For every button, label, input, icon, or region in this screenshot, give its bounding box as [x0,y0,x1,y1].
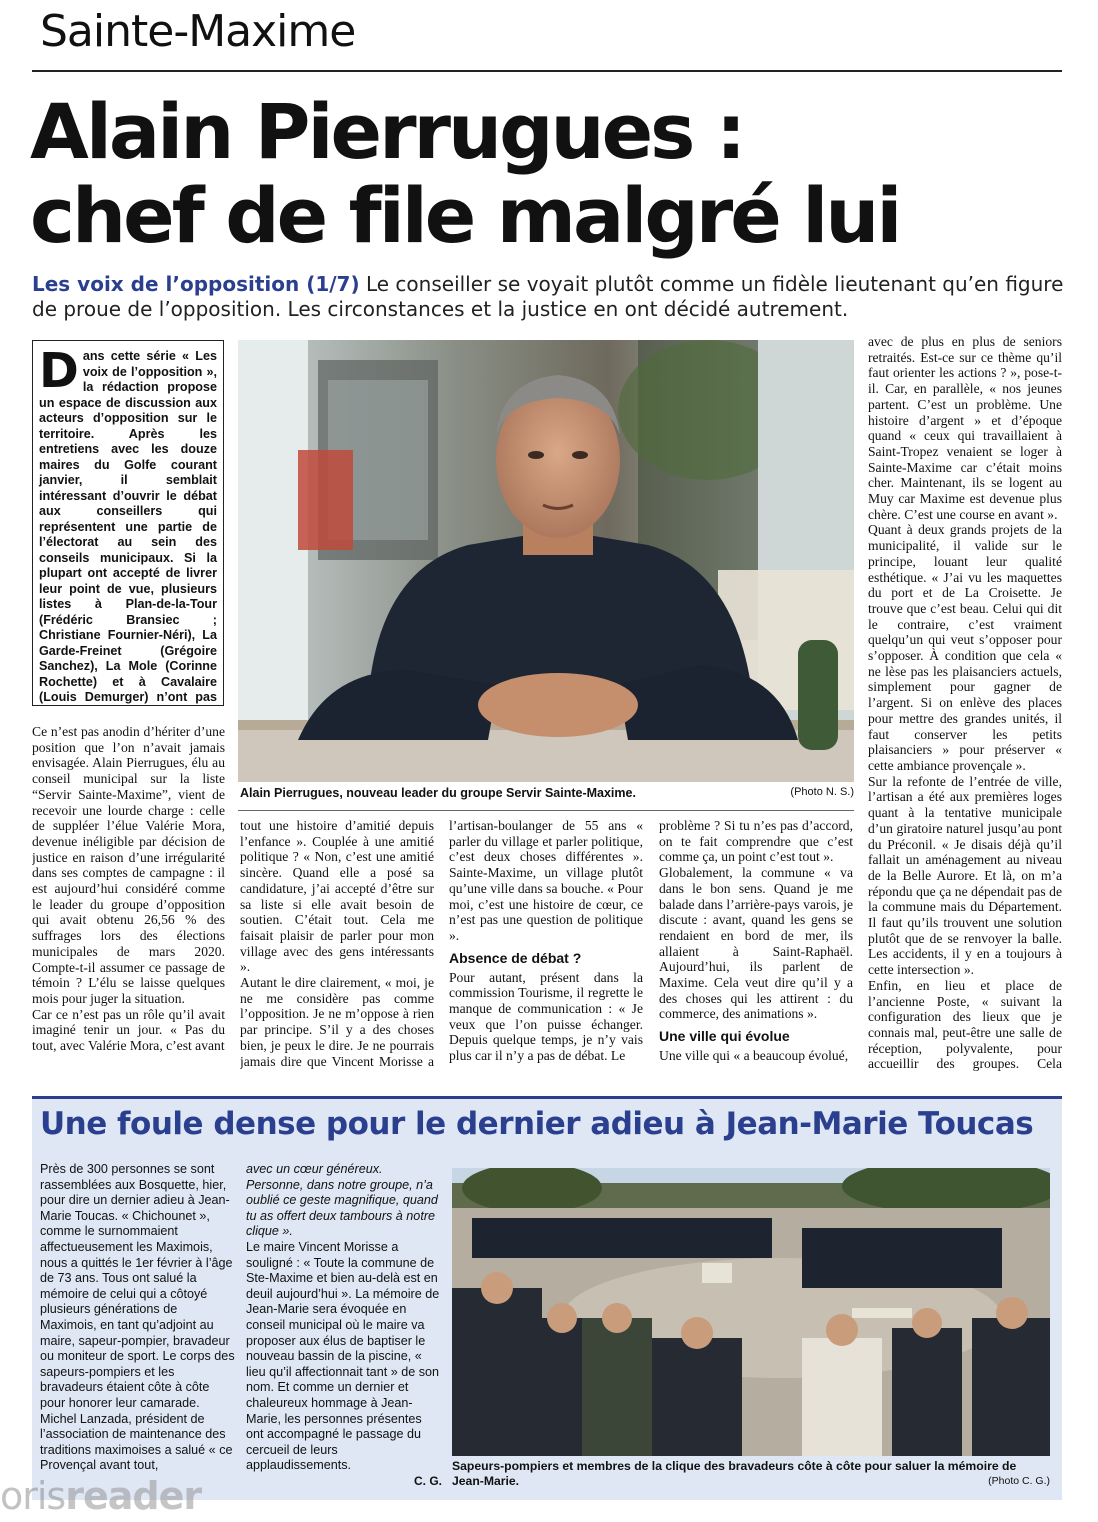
funeral-column-2 [246,1162,442,1492]
paragraph: avec un cœur généreux. Personne, dans notre groupe, n’a oublié ce geste magnifique, quand tu as offert deux tambours à notre clique ». [246,1162,438,1239]
headline-line-2: chef de file malgré lui [30,171,900,260]
article-column-4 [659,818,853,1070]
headline [30,87,1070,260]
watermark-part-2: reader [65,1474,202,1518]
paragraph: Ce n’est pas anodin d’hériter d’une position que l’on n’avait jamais envisagée. Alain Pierrugues, élu au conseil municipal sur la liste “Servir Sainte-Maxime”, vient de recevoir une lourde charge : celle de suppléer l’élue Valérie Mora, devenue inéligible par décision de justice en raison d’une irrégularité dans ses comptes de campagne : il est aujourd’hui considéré comme le leader du groupe d’opposition qui avait obtenu 26,56 % des suffrages lors des élections municipales de mars 2020. Compte-t-il assumer ce passage de témoin ? L’élu se laisse quelques mois pour juger la situation. [32,724,225,1006]
portrait-caption-text: Alain Pierrugues, nouveau leader du groupe Servir Sainte-Maxime. [240,786,636,800]
paragraph: Enfin, en lieu et place de l’ancienne Poste, « suivant la configuration des lieux que je connais mal, peut-être une salle de réception, polyvalente, pour accueillir des groupes. Cela [868,977,1062,1072]
paragraph: l’artisan-boulanger de 55 ans « parler du village et parler politique, c’est deux choses différentes ». Sainte-Maxime, un village plutôt qu’une ville dans sa bouche. « Pour moi, c’est une histoire de cœur, ce n’est pas une question de politique ». [449,818,643,943]
dropcap: D [39,343,79,399]
caption-rule [238,810,854,811]
ceremony-caption [452,1459,1050,1489]
article-column-5 [868,334,1062,1072]
standfirst [32,272,1072,322]
ceremony-caption-text: Sapeurs-pompiers et membres de la clique des bravadeurs côte à côte pour saluer la mémoire de Jean-Marie. [452,1459,1017,1488]
article-column-2 [240,818,434,1070]
paragraph: tout une histoire d’amitié depuis l’enfance ». Couplée à une amitié politique ? « Non, c’est une amitié sincère. Quand elle a posé sa candidature, j’ai accepté d’être sur sa liste si elle avait besoin de soutien. C’était tout. Cela me faisait plaisir de parler pour mon village avec des gens intéressants ». [240,818,434,975]
paragraph: Pour autant, présent dans la commission Tourisme, il regrette le manque de communication : « Je veux que l’on puisse échanger. Depuis quelque temps, je n’y vais plus car il n’y a pas de débat. Le [449,969,643,1064]
intro-text: ans cette série « Les voix de l’opposition », la rédaction propose un espace de discussion aux acteurs d’opposition sur le territoire. Après les entretiens avec les douze maires du Golfe courant janvier, il semblait intéressant d’ouvrir le débat aux conseillers qui représentent une partie de l’électorat au sein des conseils municipaux. Si la plupart ont accepté de livrer leur point de vue, plusieurs listes à Plan-de-la-Tour (Frédéric Bransiec ; Christiane Fournier-Néri), La Garde-Freinet (Grégoire Sanchez), La Mole (Corinne Rochette) et à Cavalaire (Louis Demurger) n’ont pas [39,349,217,704]
headline-line-1: Alain Pierrugues : [30,87,744,176]
subhead-absence-debat: Absence de débat ? [449,949,582,966]
paragraph: Autant le dire clairement, « moi, je ne me considère pas comme l’opposition. Je ne m’oppose à rien par principe. S’il y a des choses bien, je peux le dire. Je ne pourrais jamais dire que Vincent Morisse a [240,975,434,1069]
paragraph: problème ? Si tu n’es pas d’accord, on te fait comprendre que c’est comme ça, un point c’est tout ». [659,818,853,865]
intro-box [32,340,224,706]
ceremony-credit: (Photo C. G.) [988,1475,1050,1487]
paragraph: Près de 300 personnes se sont rassemblées aux Bosquette, hier, pour dire un dernier adieu à Jean-Marie Toucas. « Chichounet », comme le surnommaient affectueusement les Maximois, nous a quittés le 1er février à l’âge de 73 ans. Tous ont salué la mémoire de celui qui a côtoyé plusieurs générations de Maximois, en tant qu’adjoint au maire, sapeur-pompier, bravadeur ou moniteur de sport. Le corps des sapeurs-pompiers et les bravadeurs étaient côte à côte pour honorer leur camarade. Michel Lanzada, président de l’association de maintenance des traditions maximoises a salué « ce Provençal avant tout, [40,1162,235,1473]
portrait-credit: (Photo N. S.) [790,786,854,798]
standfirst-text: Le conseiller se voyait plutôt comme un fidèle lieutenant qu’en figure de proue de l’opposition. Les circonstances et la justice en ont décidé autrement. [32,272,1064,321]
paragraph: Quant à deux grands projets de la municipalité, il valide sur le principe, louant leur qualité esthétique. « J’ai vu les maquettes du port et de La Croisette. Je trouve que c’est beau. Celui qui dit le contraire, c’est vraiment quelqu’un qui veut s’opposer pour s’opposer. À condition que cela « ne lèse pas les plaisanciers actuels, simplement pour gagner de l’argent. Si on enlève des places pour mettre des grandes unités, il faut conserver les petits plaisanciers » pour préserver « cette ambiance provençale ». [868,522,1062,773]
paragraph: Globalement, la commune « va dans le bon sens. Quand je me balade dans l’arrière-pays varois, je discute : avant, quand les gens se rendaient en bord de mer, ils allaient à Saint-Raphaël. Aujourd’hui, ils parlent de Maxime. Cela veut dire qu’il y a des choses qui les attirent : du commerce, des animations ». [659,865,853,1022]
paragraph: Une ville qui « a beaucoup évolué, [659,1048,849,1064]
series-kicker: Les voix de l’opposition (1/7) [32,272,360,296]
ceremony-photo [452,1168,1050,1456]
article-column-1 [32,724,225,1072]
paragraph: Le maire Vincent Morisse a souligné : « Toute la commune de Ste-Maxime et bien au-delà est en deuil aujourd’hui ». La mémoire de Jean-Marie sera évoquée en conseil municipal où le maire va proposer aux élus de baptiser le nouveau bassin de la piscine, « lieu qu’il affectionnait tant » de son nom. Et comme un dernier et chaleureux hommage à Jean-Marie, les personnes présentes ont accompagné le passage du cercueil de leurs applaudissements. [246,1239,440,1473]
funeral-column-1 [40,1162,236,1492]
article-column-3 [449,818,643,1070]
reader-watermark [0,1474,201,1518]
top-rule [32,70,1062,72]
paragraph: Sur la refonte de l’entrée de ville, l’artisan a été aux premières loges quant à la tentative municipale d’un giratoire naturel jusqu’au pont du Préconil. « Je disais déjà qu’il fallait un aménagement au niveau de la Belle Aurore. Et là, on m’a répondu que ça ne dépendait pas de la commune mais du Département. Il faut qu’ils trouvent une solution plutôt que de se renvoyer la balle. Les accidents, il y en a toujours à cette intersection ». [868,773,1062,978]
portrait-caption [240,786,854,800]
paragraph: Car ce n’est pas un rôle qu’il avait imaginé tenir un jour. « Pas du tout, avec Valérie Mora, c’est avant [32,1006,225,1054]
paragraph: avec de plus en plus de seniors retraités. Est-ce sur ce thème qu’il faut orienter les actions ? », pose-t-il. Car, en parallèle, « nos jeunes partent. C’est un problème. Une histoire d’argent » et d’époque quand « ceux qui travaillaient à Saint-Tropez venaient se loger à Sainte-Maxime car c’était moins cher. Maintenant, ils se logent au Muy car Maxime est devenue plus chère. C’est une course en avant ». [868,334,1062,522]
portrait-photo [238,340,854,782]
funeral-box-title: Une foule dense pour le dernier adieu à Jean-Marie Toucas [40,1106,1034,1142]
section-title: Sainte-Maxime [40,6,356,57]
subhead-ville-evolue: Une ville qui évolue [659,1028,790,1045]
watermark-part-1: oris [0,1474,66,1518]
funeral-signature: C. G. [413,1473,442,1488]
